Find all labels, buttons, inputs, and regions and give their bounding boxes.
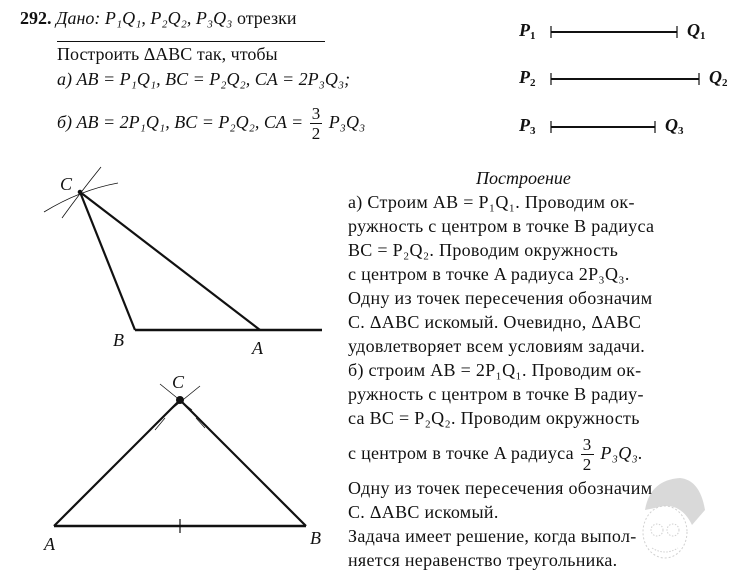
problem-header: 292. Дано: P₁Q₁, P₂Q₂, P₃Q₃ отрезки — [20, 8, 297, 28]
fraction-numerator: 3 — [582, 435, 592, 455]
fig-a-label-c: C — [60, 174, 73, 194]
given-suffix: отрезки — [236, 8, 297, 28]
solution-line: Задача имеет решение, когда выпол- — [348, 526, 637, 546]
fraction-denominator: 2 — [311, 124, 321, 144]
solution-line: C. ΔABC искомый. — [348, 502, 499, 522]
solution-line: а) Строим AB = P₁Q₁. Проводим ок- — [348, 192, 635, 212]
task-statement: Построить ΔABC так, чтобы — [57, 44, 278, 64]
given-label: Дано: — [56, 8, 101, 28]
solution-line: BC = P₂Q₂. Проводим окружность — [348, 240, 619, 260]
gnome-mascot-icon — [630, 470, 710, 570]
segment-p2q2 — [551, 73, 699, 85]
fig-a-label-a: A — [252, 338, 263, 358]
problem-number: 292. — [20, 8, 52, 28]
fraction-numerator: 3 — [311, 104, 321, 124]
triangle-b — [54, 384, 306, 533]
part-b-prefix: б) AB = 2P₁Q₁, BC = P₂Q₂, CA = — [57, 112, 304, 132]
segment-p1q1 — [551, 26, 677, 38]
given-segment-3: P₃Q₃ — [195, 8, 233, 28]
segment-3-q-label: $Q_3$ — [665, 115, 684, 137]
given-segment-2: P₂Q₂ — [150, 8, 187, 28]
side-ac — [54, 400, 180, 526]
solution-fraction — [581, 436, 594, 473]
segment-3-p-label: $P_3$ — [519, 115, 536, 137]
solution-line: са BC = P₂Q₂. Проводим окружность — [348, 408, 640, 428]
given-segments — [551, 26, 699, 133]
arc-b-center — [44, 183, 118, 212]
segment-p3q3 — [551, 121, 655, 133]
fig-b-label-c: C — [172, 372, 185, 392]
solution-line: с центром в точке A радиуса 2P₃Q₃. — [348, 264, 630, 284]
solution-line: ружность с центром в точке B радиуса — [348, 216, 655, 236]
segment-1-p-label: $P_1$ — [519, 20, 536, 42]
solution-line: Одну из точек пересечения обозначим — [348, 288, 653, 308]
part-b-suffix: P₃Q₃ — [328, 112, 366, 132]
point-c — [78, 190, 82, 194]
solution-line: няется неравенство треугольника. — [348, 550, 618, 570]
solution-line: C. ΔABC искомый. Очевидно, ΔABC — [348, 312, 642, 332]
triangle-a — [44, 167, 322, 330]
solution-line: ружность с центром в точке B радиу- — [348, 384, 644, 404]
point-c — [177, 397, 184, 404]
segment-2-p-label: $P_2$ — [519, 67, 536, 89]
given-segment-1: P₁Q₁ — [104, 8, 142, 28]
solution-title: Построение — [476, 168, 571, 188]
fraction-denominator: 2 — [582, 455, 592, 475]
fig-a-label-b: B — [113, 330, 124, 350]
solution-line: Одну из точек пересечения обозначим — [348, 478, 653, 498]
side-cb — [180, 400, 306, 526]
solution-line: удовлетворяет всем условиям задачи. — [348, 336, 646, 356]
task-part-a: а) AB = P₁Q₁, BC = P₂Q₂, CA = 2P₃Q₃; — [57, 69, 351, 89]
solution-line: б) строим AB = 2P₁Q₁. Проводим ок- — [348, 360, 642, 380]
solution-fraction-line: с центром в точке A радиуса $\frac{3}{2}$ P₃Q₃. — [348, 435, 643, 475]
fig-b-label-b: B — [310, 528, 321, 548]
segment-2-q-label: $Q_2$ — [709, 67, 728, 89]
fig-b-label-a: A — [44, 534, 55, 554]
segment-1-q-label: $Q_1$ — [687, 20, 706, 42]
